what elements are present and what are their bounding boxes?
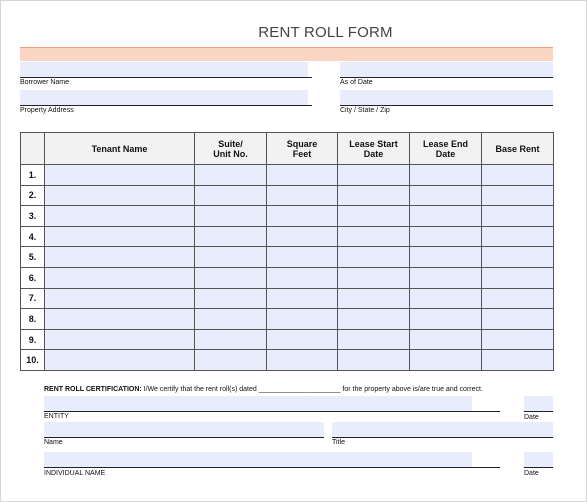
suite-unit-cell[interactable] [195, 350, 267, 371]
col-header-base-rent: Base Rent [482, 133, 554, 165]
row-number: 10. [21, 350, 45, 371]
square-feet-cell[interactable] [267, 226, 338, 247]
individual-name-field[interactable] [44, 452, 472, 467]
tenant-name-cell[interactable] [45, 165, 195, 186]
name-label: Name [44, 439, 63, 446]
suite-unit-cell[interactable] [195, 206, 267, 227]
entity-date-label: Date [524, 414, 539, 421]
square-feet-cell[interactable] [267, 165, 338, 186]
suite-unit-cell[interactable] [195, 165, 267, 186]
as-of-date-rule [340, 77, 553, 78]
lease-start-cell[interactable] [338, 350, 410, 371]
lease-end-cell[interactable] [410, 206, 482, 227]
col-header-suite-unit: Suite/ Unit No. [195, 133, 267, 165]
table-header-row [21, 133, 554, 165]
table-row [21, 226, 554, 247]
certification-statement [44, 386, 483, 393]
table-row [21, 165, 554, 186]
lease-start-cell[interactable] [338, 288, 410, 309]
certification-text-before: I/We certify that the rent roll(s) dated [141, 386, 259, 393]
certification-date-blank[interactable]: _____________________ [258, 386, 341, 393]
table-row [21, 288, 554, 309]
entity-date-rule [524, 411, 553, 412]
suite-unit-cell[interactable] [195, 185, 267, 206]
property-address-rule [20, 105, 312, 106]
as-of-date-label: As of Date [340, 79, 373, 86]
row-number: 6. [21, 267, 45, 288]
square-feet-cell[interactable] [267, 206, 338, 227]
row-number: 4. [21, 226, 45, 247]
individual-name-label: INDIVIDUAL NAME [44, 470, 106, 477]
base-rent-cell[interactable] [482, 206, 554, 227]
base-rent-cell[interactable] [482, 267, 554, 288]
base-rent-cell[interactable] [482, 226, 554, 247]
lease-start-cell[interactable] [338, 185, 410, 206]
col-header-lease-end: Lease End Date [410, 133, 482, 165]
form-title: RENT ROLL FORM [258, 24, 393, 41]
base-rent-cell[interactable] [482, 329, 554, 350]
col-header-tenant-name: Tenant Name [45, 133, 195, 165]
lease-start-cell[interactable] [338, 165, 410, 186]
tenant-name-cell[interactable] [45, 309, 195, 330]
lease-end-cell[interactable] [410, 247, 482, 268]
city-state-zip-rule [340, 105, 553, 106]
tenant-name-cell[interactable] [45, 350, 195, 371]
entity-date-field[interactable] [524, 396, 553, 411]
individual-date-field[interactable] [524, 452, 553, 467]
borrower-name-label: Borrower Name [20, 79, 70, 86]
name-rule [44, 437, 324, 438]
suite-unit-cell[interactable] [195, 329, 267, 350]
tenant-name-cell[interactable] [45, 288, 195, 309]
base-rent-cell[interactable] [482, 350, 554, 371]
title-field[interactable] [332, 422, 553, 437]
tenant-name-cell[interactable] [45, 247, 195, 268]
col-header-lease-start: Lease Start Date [338, 133, 410, 165]
suite-unit-cell[interactable] [195, 309, 267, 330]
row-number: 3. [21, 206, 45, 227]
property-address-label: Property Address [20, 107, 74, 114]
table-row [21, 329, 554, 350]
lease-start-cell[interactable] [338, 267, 410, 288]
tenant-name-cell[interactable] [45, 267, 195, 288]
lease-end-cell[interactable] [410, 288, 482, 309]
suite-unit-cell[interactable] [195, 226, 267, 247]
table-row [21, 350, 554, 371]
tenant-name-cell[interactable] [45, 185, 195, 206]
property-address-field[interactable] [20, 90, 308, 105]
title-accent-bar [20, 47, 553, 61]
entity-field[interactable] [44, 396, 472, 411]
square-feet-cell[interactable] [267, 329, 338, 350]
lease-end-cell[interactable] [410, 267, 482, 288]
individual-name-rule [44, 467, 500, 468]
city-state-zip-field[interactable] [340, 90, 553, 105]
certification-label: RENT ROLL CERTIFICATION: [44, 386, 142, 393]
base-rent-cell[interactable] [482, 185, 554, 206]
table-row [21, 267, 554, 288]
individual-date-label: Date [524, 470, 539, 477]
title-label: Title [332, 439, 345, 446]
tenant-name-cell[interactable] [45, 329, 195, 350]
tenant-name-cell[interactable] [45, 206, 195, 227]
lease-start-cell[interactable] [338, 206, 410, 227]
suite-unit-cell[interactable] [195, 267, 267, 288]
lease-end-cell[interactable] [410, 226, 482, 247]
table-row [21, 309, 554, 330]
rent-roll-table [20, 132, 554, 371]
name-field[interactable] [44, 422, 324, 437]
lease-end-cell[interactable] [410, 309, 482, 330]
title-rule [332, 437, 553, 438]
entity-label: ENTITY [44, 413, 69, 420]
square-feet-cell[interactable] [267, 350, 338, 371]
square-feet-cell[interactable] [267, 288, 338, 309]
lease-end-cell[interactable] [410, 165, 482, 186]
row-number: 5. [21, 247, 45, 268]
base-rent-cell[interactable] [482, 288, 554, 309]
lease-start-cell[interactable] [338, 309, 410, 330]
lease-start-cell[interactable] [338, 329, 410, 350]
suite-unit-cell[interactable] [195, 288, 267, 309]
row-number: 2. [21, 185, 45, 206]
base-rent-cell[interactable] [482, 309, 554, 330]
base-rent-cell[interactable] [482, 247, 554, 268]
city-state-zip-label: City / State / Zip [340, 107, 390, 114]
square-feet-cell[interactable] [267, 309, 338, 330]
square-feet-cell[interactable] [267, 247, 338, 268]
row-number: 8. [21, 309, 45, 330]
lease-end-cell[interactable] [410, 185, 482, 206]
suite-unit-cell[interactable] [195, 247, 267, 268]
lease-start-cell[interactable] [338, 226, 410, 247]
row-number-header [21, 133, 45, 165]
certification-text-after: for the property above is/are true and correct. [340, 386, 483, 393]
table-row [21, 185, 554, 206]
square-feet-cell[interactable] [267, 185, 338, 206]
borrower-name-rule [20, 77, 312, 78]
lease-end-cell[interactable] [410, 329, 482, 350]
as-of-date-field[interactable] [340, 62, 553, 77]
col-header-square-feet: Square Feet [267, 133, 338, 165]
borrower-name-field[interactable] [20, 62, 308, 77]
table-row [21, 206, 554, 227]
base-rent-cell[interactable] [482, 165, 554, 186]
tenant-name-cell[interactable] [45, 226, 195, 247]
entity-rule [44, 411, 500, 412]
square-feet-cell[interactable] [267, 267, 338, 288]
lease-end-cell[interactable] [410, 350, 482, 371]
individual-date-rule [524, 467, 553, 468]
lease-start-cell[interactable] [338, 247, 410, 268]
row-number: 1. [21, 165, 45, 186]
table-row [21, 247, 554, 268]
row-number: 9. [21, 329, 45, 350]
row-number: 7. [21, 288, 45, 309]
